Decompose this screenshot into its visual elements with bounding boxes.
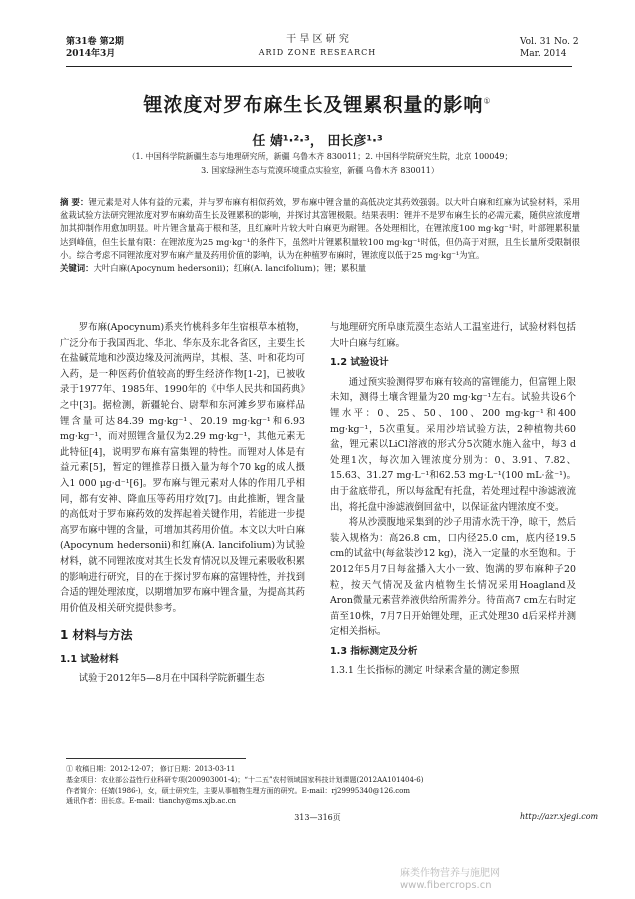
abstract-label: 摘 要： [60, 197, 89, 207]
affiliations [90, 150, 550, 178]
abstract [60, 196, 580, 275]
right-column [330, 320, 576, 681]
intro-paragraph: 罗布麻(Apocynum)系夹竹桃科多年生宿根草本植物，广泛分布于我国西北、华北、华东及东北各省区，主要生长在盐碱荒地和沙漠边缘及河流两岸，其根、茎、叶和花均可入药，是一种医药价值较高的野生经济作物[1-2]，已被收录于1977年、1985年、1990年的《中华人民共和国药典》之中[3]。据检测，新疆轮台、尉犁和东河滩乡罗布麻样品锂含量可达84.39 mg·kg⁻¹、20.19 mg·kg⁻¹和6.93 mg·kg⁻¹，而对照锂含量仅为2.29 mg·kg⁻¹，其他元素无此特征[4]，说明罗布麻有富集锂的特性。而锂对人体是有益元素[5]，暂定的锂推荐日摄入量为每个70 kg的成人摄入1 000 μg·d⁻¹[6]。罗布麻与锂元素对人体的作用几乎相同，都有安神、降血压等药用疗效[7]。由此推断，锂含量的高低对于罗布麻药效的发挥起着关键作用，若能进一步提高罗布麻中锂的含量，可增加其药用价值。本文以大叶白麻(Apocynum hedersonii)和红麻(A. lancifolium)为试验材料，就不同锂浓度对其生长发育情况以及锂元素吸收积累的影响进行研究，目的在于探讨罗布麻的富锂特性，并找到合适的锂处理浓度，以期增加罗布麻中锂含量，为提高其药用价值及相关研究提供参考。 [60, 322, 306, 614]
journal-url[interactable]: http://azr.xjegi.com [520, 812, 599, 821]
authors: 任 婧¹·²·³， 田长彦¹·³ [252, 134, 383, 149]
watermark-line: 麻类作物营养与施肥网 [400, 868, 500, 879]
journal-title-cn: 干 旱 区 研 究 [286, 34, 349, 45]
volume-en: Vol. 31 No. 2 [520, 37, 579, 47]
corresponding-author: 通讯作者：田长彦。E-mail：tianchy@ms.xjb.ac.cn [66, 797, 237, 806]
affiliation-line: 3. 国家绿洲生态与荒漠环境重点实验室，新疆 乌鲁木齐 830011） [201, 166, 439, 175]
body-paragraph: 试验于2012年5—8月在中国科学院新疆生态 [78, 673, 265, 685]
subsection-heading: 1.3 指标测定及分析 [330, 645, 418, 657]
subsubsection-heading: 1.3.1 生长指标的测定 叶绿素含量的测定参照 [330, 665, 520, 677]
abstract-text: 锂元素是对人体有益的元素，并与罗布麻有相似药效，罗布麻中锂含量的高低决定其药效强弱。以大叶白麻和红麻为试验材料，采用盆栽试验方法研究锂浓度对罗布麻幼苗生长及锂累积的影响，并探讨其富锂极限。结果表明：锂并不是罗布麻生长的必需元素，随供应浓度增加其抑制作用愈加明显。叶片锂含量高于根和茎，且红麻叶片较大叶白麻更为耐锂。各处理相比，在锂浓度100 mg·kg⁻¹时，叶部锂累积量达到峰值，但生长量有限：在锂浓度为25 mg·kg⁻¹的条件下，虽然叶片锂累积量较100 mg·kg⁻¹时低，但仍高于对照，且生长量所受限制很小。综合考虑不同锂浓度对罗布麻产量及药用价值的影响，认为在种植罗布麻时，锂浓度以低于25 mg·kg⁻¹为宜。 [60, 197, 580, 260]
body-paragraph: 与地理研究所阜康荒漠生态站人工温室进行，试验材料包括大叶白麻与红麻。 [330, 322, 576, 349]
keywords-label: 关键词： [60, 263, 94, 274]
footnote-mark: ① [66, 765, 73, 773]
header-volume-en [520, 36, 579, 60]
footnote [66, 764, 576, 807]
fund-info: 基金项目：农业部公益性行业科研专项(200903001-4)；“十二五”农村领域国家科技计划课题(2012AA101404-6) [66, 775, 424, 784]
volume-cn: 第31卷 第2期 [66, 37, 124, 47]
watermark [400, 868, 500, 892]
keywords-text: 大叶白麻(Apocynum hedersonii)；红麻(A. lancifolium)；锂；累积量 [93, 263, 367, 274]
journal-title-en: ARID ZONE RESEARCH [258, 48, 377, 57]
subsection-heading: 1.1 试验材料 [60, 653, 119, 665]
date-en: Mar. 2014 [520, 49, 567, 59]
body-paragraph: 将从沙漠腹地采集到的沙子用清水洗干净，晾干，然后装入规格为：高26.8 cm，口内径25.0 cm，底内径19.5 cm的试盆中(每盆装沙12 kg)，浇入一定量的水至饱和。于2012年5月7日每盆播入大小一致、饱满的罗布麻种子20粒，按天气情况及盆内植物生长情况采用Hoagland及Aron微量元素营养液供给所需养分。待苗高7 cm左右时定苗至10株，7月7日开始锂处理，正式处理30 d后采样并测定相关指标。 [330, 517, 576, 638]
paper-title-text: 锂浓度对罗布麻生长及锂累积量的影响 [143, 94, 484, 116]
page-range: 313—316页 [294, 813, 341, 822]
author-info: 作者简介：任婧(1986-)，女，硕士研究生，主要从事植物生理方面的研究。E-mail：rj29995340@126.com [66, 786, 411, 795]
footnote-rule [66, 758, 246, 759]
title-footnote-mark: ① [483, 96, 492, 106]
body-paragraph: 通过预实验测得罗布麻有较高的富锂能力，但富锂上限未知，测得土壤含锂量为20 mg·kg⁻¹左右。试验共设6个锂水平：0、25、50、100、200 mg·kg⁻¹和400 mg·kg⁻¹，5次重复。采用沙培试验方法，2种植物共60盆，锂元素以LiCl溶液的形式分5次随水施入盆中，每3 d处理1次，每次加入锂浓度分别为：0、3.91、7.82、15.63、31.27 mg·L⁻¹和62.53 mg·L⁻¹(100 mL·盆⁻¹)。由于盆底带孔，所以每盆配有托盘，若处理过程中渗滤液流出，将托盘中渗滤液倒回盆中，以保证盆内锂浓度不变。 [330, 376, 576, 513]
subsection-heading: 1.2 试验设计 [330, 357, 389, 369]
section-heading: 1 材料与方法 [60, 628, 133, 643]
paper-title [0, 90, 635, 117]
watermark-line: www.fibercrops.cn [400, 880, 492, 891]
affiliation-line: （1. 中国科学院新疆生态与地理研究所，新疆 乌鲁木齐 830011；2. 中国科学院研究生院，北京 100049； [127, 152, 513, 161]
left-column [60, 320, 305, 687]
date-cn: 2014年3月 [66, 49, 116, 59]
received-date: 收稿日期：2012-12-07； 修订日期：2013-03-11 [75, 765, 236, 773]
header-rule [66, 66, 572, 67]
